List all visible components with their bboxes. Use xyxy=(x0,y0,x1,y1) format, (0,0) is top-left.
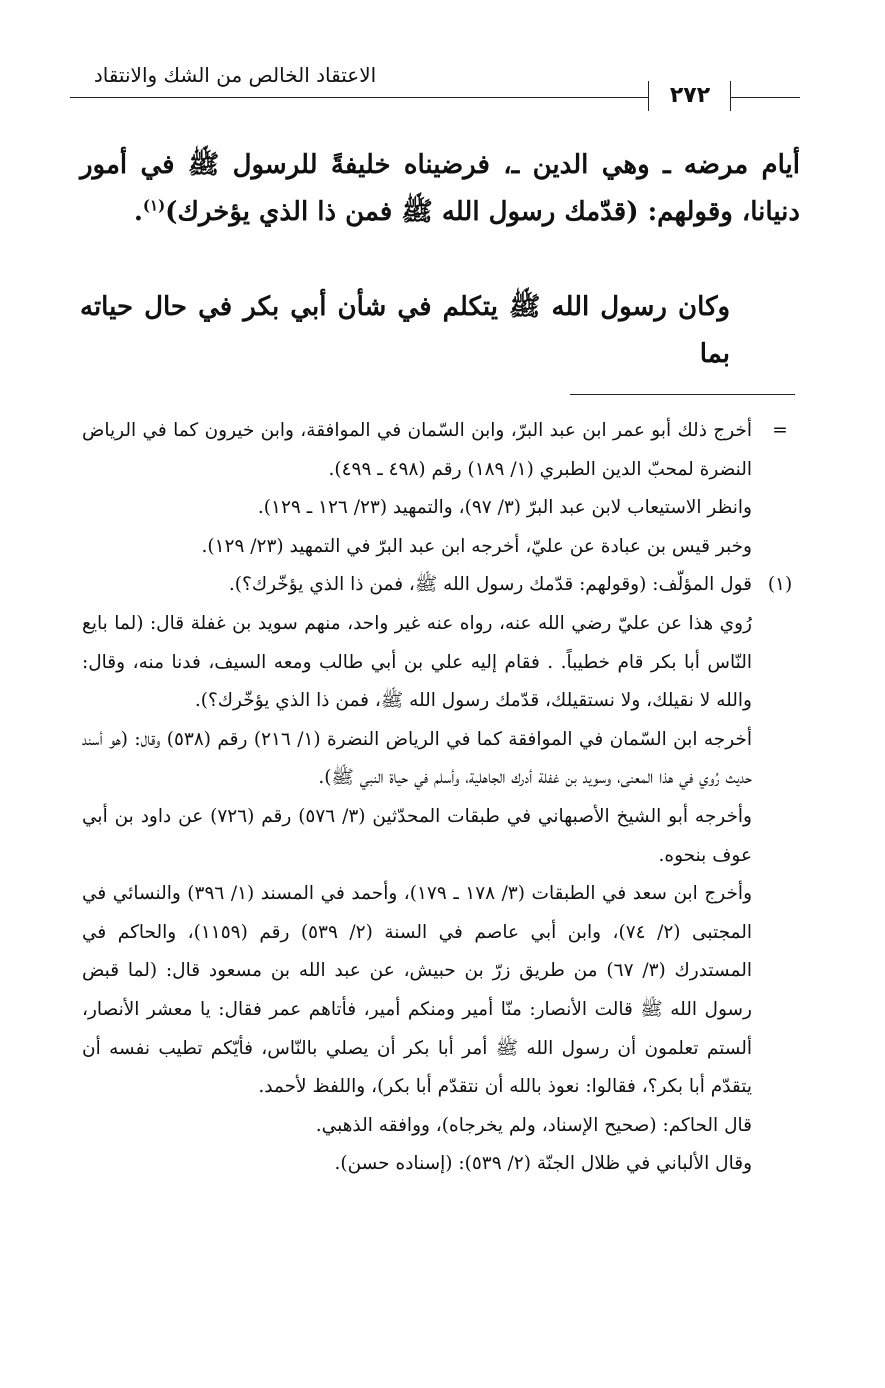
footnote-line: وقال الألباني في ظلال الجنّة (٢/ ٥٣٩): (إسناده حسن). xyxy=(334,1153,752,1175)
footnote-line: قول المؤلّف: (وقولهم: قدّمك رسول الله ﷺ، فمن ذا الذي يؤخّرك؟). xyxy=(228,574,752,596)
footnote-marker: (١) xyxy=(767,574,793,596)
footnote-line: قال الحاكم: (صحيح الإسناد، ولم يخرجاه)، ووافقه الذهبي. xyxy=(315,1114,752,1136)
header-rule-tick xyxy=(648,81,649,111)
footnote-line: وخبر قيس بن عبادة عن عليّ، أخرجه ابن عبد البرّ في التمهيد (٢٣/ ١٢٩). xyxy=(201,535,752,557)
running-header xyxy=(70,55,800,115)
footnote-line: وأخرج ابن سعد في الطبقات (٣/ ١٧٨ ـ ١٧٩)، وأحمد في المسند (١/ ٣٩٦) والنسائي في المجتبى (٢/ ٧٤)، وابن أبي عاصم في السنة (٢/ ٥٣٩) رقم (١١٥٩)، والحاكم في المستدرك (٣/ ٦٧) من طريق زرّ بن حبيش، عن عبد الله بن مسعود قال: (لما قبض رسول الله ﷺ قالت الأنصار: منّا أمير ومنكم أمير، فأتاهم عمر فقال: يا معشر الأنصار، ألستم تعلمون أن رسول الله ﷺ أمر أبا بكر أن يصلي بالنّاس، فأيّكم تطيب نفسه أن يتقدّم أبا بكر؟، فقالوا: نعوذ بالله أن نتقدّم أبا بكر)، واللفظ لأحمد. xyxy=(82,883,752,1098)
header-rule-tick xyxy=(730,81,731,111)
running-title: الاعتقاد الخالص من الشك والانتقاد xyxy=(93,63,377,87)
main-paragraph xyxy=(80,142,800,236)
footnote-continuation xyxy=(82,412,802,566)
footnote-1 xyxy=(82,566,802,1184)
footnote-line: وأخرجه أبو الشيخ الأصبهاني في طبقات المحدّثين (٣/ ٥٧٦) رقم (٧٢٦) عن داود بن أبي عوف بنحوه. xyxy=(82,805,752,866)
footnote-separator xyxy=(570,394,795,395)
header-rule xyxy=(70,97,648,98)
header-rule xyxy=(730,97,800,98)
footnote-line: أخرج ذلك أبو عمر ابن عبد البرّ، وابن السّمان في الموافقة، وابن خيرون كما في الرياض النضرة لمحبّ الدين الطبري (١/ ١٨٩) رقم (٤٩٨ ـ ٤٩٩). xyxy=(82,420,752,480)
footnote-reference[interactable]: (١) xyxy=(142,196,166,215)
footnote-line: وانظر الاستيعاب لابن عبد البرّ (٣/ ٩٧)، والتمهيد (٢٣/ ١٢٦ ـ ١٢٩). xyxy=(257,497,752,519)
footnote-line: أخرجه ابن السّمان في الموافقة كما في الرياض النضرة (١/ ٢١٦) رقم (٥٣٨) وقال: (هو أسند حديث رُوي في هذا المعنى، وسويد بن غفلة أدرك الجاهلية، وأسلم في حياة النبي ﷺ). xyxy=(82,728,753,789)
main-text xyxy=(80,142,800,378)
page-number: ٢٧٢ xyxy=(669,83,711,108)
main-paragraph: وكان رسول الله ﷺ يتكلم في شأن أبي بكر في حال حياته بما xyxy=(80,292,730,369)
main-paragraph-text: أيام مرضه ـ وهي الدين ـ، فرضيناه خليفةً للرسول ﷺ في أمور دنيانا، وقولهم: (قدّمك رسول الله ﷺ فمن ذا الذي يؤخرك) xyxy=(80,150,800,227)
main-paragraph-end: . xyxy=(133,197,143,227)
footnote-continuation-marker: = xyxy=(772,420,788,441)
footnotes xyxy=(82,412,802,1184)
footnote-line: رُوي هذا عن عليّ رضي الله عنه، رواه عنه غير واحد، منهم سويد بن غفلة قال: (لما بايع النّاس أبا بكر قام خطيباً. . فقام إليه علي بن أبي طالب ومعه السيف، فدنا منه، وقال: والله لا نقيلك، ولا نستقيلك، قدّمك رسول الله ﷺ، فمن ذا الذي يؤخّرك؟). xyxy=(82,612,752,712)
